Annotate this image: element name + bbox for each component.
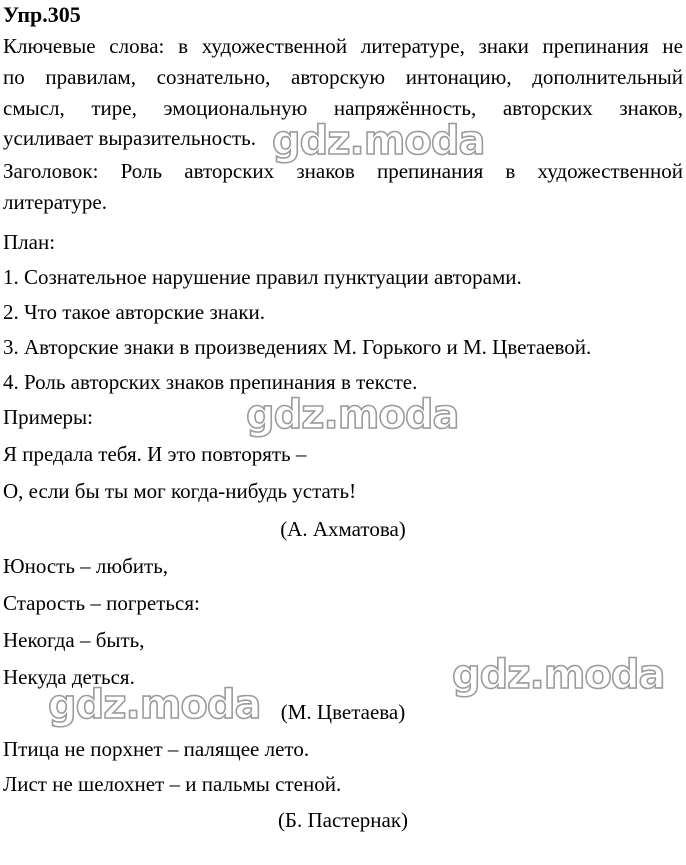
plan-item: 1. Сознательное нарушение правил пунктуации авторами. [3, 265, 522, 289]
plan-item: 3. Авторские знаки в произведениях М. Горького и М. Цветаевой. [3, 335, 592, 359]
poem-line: Птица не порхнет – палящее лето. [3, 737, 310, 761]
heading-line: литературе. [3, 190, 107, 214]
poem-line: Некуда деться. [3, 665, 135, 689]
keywords-line: по правилам, сознательно, авторскую интонацию, дополнительный [3, 65, 683, 89]
plan-label: План: [3, 230, 56, 254]
poem-line: Юность – любить, [3, 554, 169, 578]
examples-label: Примеры: [3, 405, 93, 429]
watermark: gdz.moda [272, 118, 485, 164]
poem-line: Лист не шелохнет – и пальмы стеной. [3, 772, 342, 796]
keywords-line: Ключевые слова: в художественной литературе, знаки препинания не [3, 34, 683, 58]
watermark: gdz.moda [48, 682, 261, 728]
poem-line: О, если бы ты мог когда-нибудь устать! [3, 479, 357, 503]
plan-item: 2. Что такое авторские знаки. [3, 300, 266, 324]
watermark: gdz.moda [246, 392, 459, 438]
poem-line: Я предала тебя. И это повторять – [3, 442, 307, 466]
keywords-line: смысл, тире, эмоциональную напряжённость, авторских знаков, [3, 96, 683, 120]
heading-line: Заголовок: Роль авторских знаков препинания в художественной [3, 159, 683, 183]
plan-item: 4. Роль авторских знаков препинания в тексте. [3, 370, 418, 394]
poem-line: Некогда – быть, [3, 628, 145, 652]
poem-author: (Б. Пастернак) [277, 808, 409, 832]
poem-line: Старость – погреться: [3, 591, 200, 615]
poem-author: (М. Цветаева) [280, 700, 406, 724]
watermark: gdz.moda [452, 652, 665, 698]
exercise-title: Упр.305 [3, 2, 81, 27]
keywords-line: усиливает выразительность. [3, 126, 257, 150]
poem-author: (А. Ахматова) [280, 517, 406, 541]
